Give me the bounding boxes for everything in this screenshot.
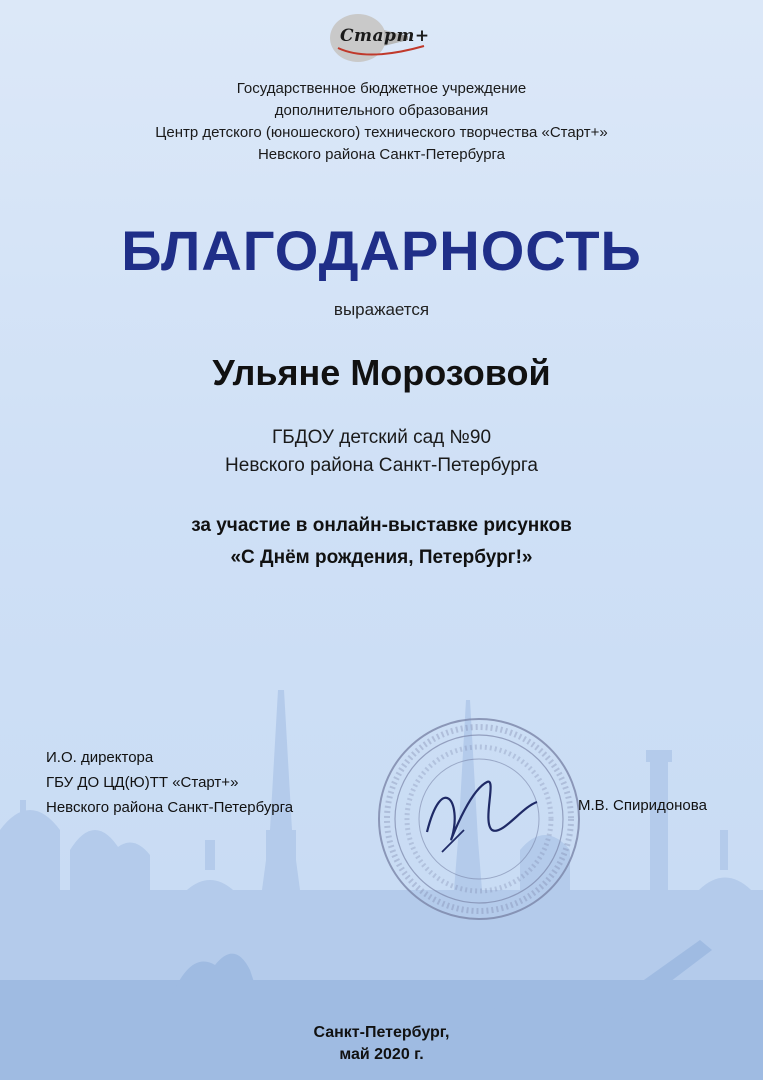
recipient-institution	[0, 424, 763, 480]
organization-line: Государственное бюджетное учреждение	[236, 80, 527, 97]
handwritten-signature	[427, 782, 537, 840]
organization-line: Невского района Санкт-Петербурга	[257, 146, 506, 163]
signatory-position	[46, 745, 293, 820]
logo-text: Старт+	[340, 26, 430, 46]
position-line: ГБУ ДО ЦД(Ю)ТТ «Старт+»	[46, 774, 239, 791]
official-stamp-seal	[372, 712, 587, 927]
reason-line: «С Днём рождения, Петербург!»	[230, 547, 533, 568]
organization-line: Центр детского (юношеского) технического творчества «Старт+»	[155, 124, 608, 141]
footer-place-date	[0, 1022, 763, 1066]
footer-city: Санкт-Петербург,	[313, 1024, 450, 1041]
logo	[328, 10, 428, 66]
organization-line: дополнительного образования	[274, 102, 489, 119]
position-line: И.О. директора	[46, 749, 154, 766]
organization-header	[0, 78, 763, 166]
institution-line: Невского района Санкт-Петербурга	[225, 455, 538, 476]
position-line: Невского района Санкт-Петербурга	[46, 799, 294, 816]
expressed-text: выражается	[333, 300, 430, 319]
institution-line: ГБДОУ детский сад №90	[271, 427, 492, 448]
recipient-name: Ульяне Морозовой	[212, 352, 551, 393]
reason-line: за участие в онлайн-выставке рисунков	[191, 515, 572, 536]
award-reason	[0, 510, 763, 574]
footer-date: май 2020 г.	[339, 1046, 424, 1063]
certificate-title: БЛАГОДАРНОСТЬ	[121, 219, 642, 282]
signatory-name: М.В. Спиридонова	[578, 797, 707, 814]
